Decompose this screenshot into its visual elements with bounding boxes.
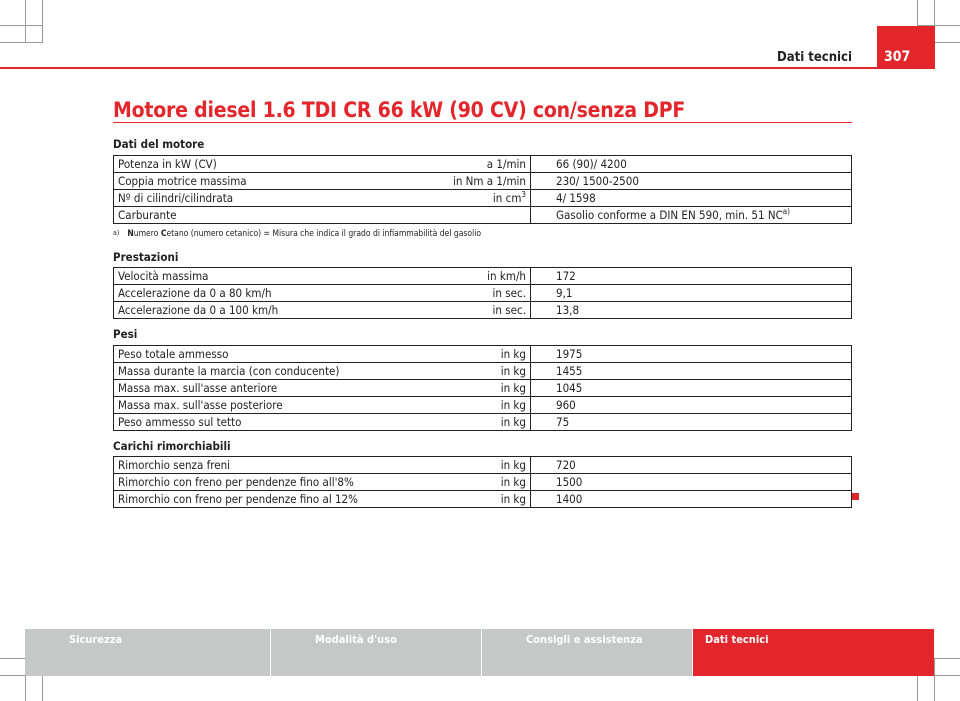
table-row [114, 397, 852, 414]
row-value: 75 [531, 414, 852, 431]
tab-dati-tecnici[interactable]: Dati tecnici [693, 629, 934, 676]
row-label: Rimorchio con freno per pendenze fino all'8% [114, 474, 423, 491]
row-unit: in kg [422, 457, 531, 474]
footnote-text: umero [133, 229, 161, 239]
footnote-reference: a) [782, 207, 791, 217]
table-row [114, 491, 852, 508]
row-label: Massa max. sull'asse posteriore [114, 397, 423, 414]
table-row [114, 268, 852, 285]
row-value: 172 [531, 268, 852, 285]
row-unit: in kg [422, 380, 531, 397]
row-unit: in kg [422, 397, 531, 414]
page-number: 307 [877, 26, 935, 69]
row-unit: in kg [422, 363, 531, 380]
section-heading-performance: Prestazioni [113, 250, 179, 264]
section-end-marker [852, 493, 859, 500]
title-rule [113, 122, 852, 123]
row-unit: in cm [492, 191, 522, 205]
row-unit: in Nm a 1/min [422, 173, 531, 190]
footnote [113, 229, 481, 239]
section-heading-trailer: Carichi rimorchiabili [113, 439, 231, 453]
row-value: 1455 [531, 363, 852, 380]
crop-mark [0, 25, 43, 26]
row-value: 1045 [531, 380, 852, 397]
page-title: Motore diesel 1.6 TDI CR 66 kW (90 CV) con/senza DPF [113, 98, 686, 122]
row-label: Massa durante la marcia (con conducente) [114, 363, 423, 380]
row-label: Massa max. sull'asse anteriore [114, 380, 423, 397]
row-label: Peso ammesso sul tetto [114, 414, 423, 431]
row-unit: in kg [422, 346, 531, 363]
row-unit: a 1/min [422, 156, 531, 173]
footer-nav [25, 629, 935, 676]
row-label: Coppia motrice massima [114, 173, 423, 190]
running-header-section: Dati tecnici [777, 50, 852, 65]
row-value: 13,8 [531, 302, 852, 319]
header-rule [0, 67, 935, 69]
row-label: Accelerazione da 0 a 100 km/h [114, 302, 423, 319]
trailer-table [113, 456, 852, 508]
row-unit: in sec. [422, 302, 531, 319]
row-unit-cell [422, 190, 531, 207]
row-value: 1975 [531, 346, 852, 363]
row-label: Rimorchio con freno per pendenze fino al 12% [114, 491, 423, 508]
table-row [114, 207, 852, 224]
row-label: Nº di cilindri/cilindrata [114, 190, 423, 207]
row-value: 230/ 1500-2500 [531, 173, 852, 190]
row-value: 66 (90)/ 4200 [531, 156, 852, 173]
table-row [114, 346, 852, 363]
crop-mark [25, 0, 26, 43]
row-value: Gasolio conforme a DIN EN 590, min. 51 NC [556, 208, 783, 222]
tab-modalita-duso[interactable]: Modalità d'uso [271, 629, 481, 676]
row-unit: in km/h [422, 268, 531, 285]
row-value: 4/ 1598 [531, 190, 852, 207]
unit-superscript: 3 [521, 190, 526, 200]
table-row [114, 474, 852, 491]
section-heading-weights: Pesi [113, 327, 138, 341]
footnote-mark: a) [113, 229, 120, 237]
row-label: Accelerazione da 0 a 80 km/h [114, 285, 423, 302]
table-row [114, 173, 852, 190]
row-unit: in kg [422, 474, 531, 491]
row-unit: in sec. [422, 285, 531, 302]
row-label: Carburante [114, 207, 423, 224]
row-label: Potenza in kW (CV) [114, 156, 423, 173]
table-row [114, 285, 852, 302]
row-unit [422, 207, 531, 224]
row-unit: in kg [422, 491, 531, 508]
engine-data-table [113, 155, 852, 224]
row-value: 960 [531, 397, 852, 414]
row-value-cell [531, 207, 852, 224]
crop-mark [42, 0, 43, 43]
footnote-letter: C [160, 229, 167, 239]
tab-consigli-e-assistenza[interactable]: Consigli e assistenza [482, 629, 692, 676]
footnote-letter: N [127, 229, 134, 239]
crop-mark [0, 42, 43, 43]
row-unit: in kg [422, 414, 531, 431]
row-label: Peso totale ammesso [114, 346, 423, 363]
row-value: 720 [531, 457, 852, 474]
row-label: Velocità massima [114, 268, 423, 285]
row-label: Rimorchio senza freni [114, 457, 423, 474]
row-value: 1400 [531, 491, 852, 508]
row-value: 9,1 [531, 285, 852, 302]
table-row [114, 363, 852, 380]
row-value: 1500 [531, 474, 852, 491]
footnote-text: etano (numero cetanico) = Misura che indica il grado di infiammabilità del gasolio [166, 229, 482, 239]
performance-table [113, 267, 852, 319]
table-row [114, 190, 852, 207]
table-row [114, 380, 852, 397]
tab-sicurezza[interactable]: Sicurezza [25, 629, 270, 676]
table-row [114, 156, 852, 173]
table-row [114, 414, 852, 431]
weights-table [113, 345, 852, 431]
table-row [114, 302, 852, 319]
table-row [114, 457, 852, 474]
section-heading-engine: Dati del motore [113, 137, 205, 151]
